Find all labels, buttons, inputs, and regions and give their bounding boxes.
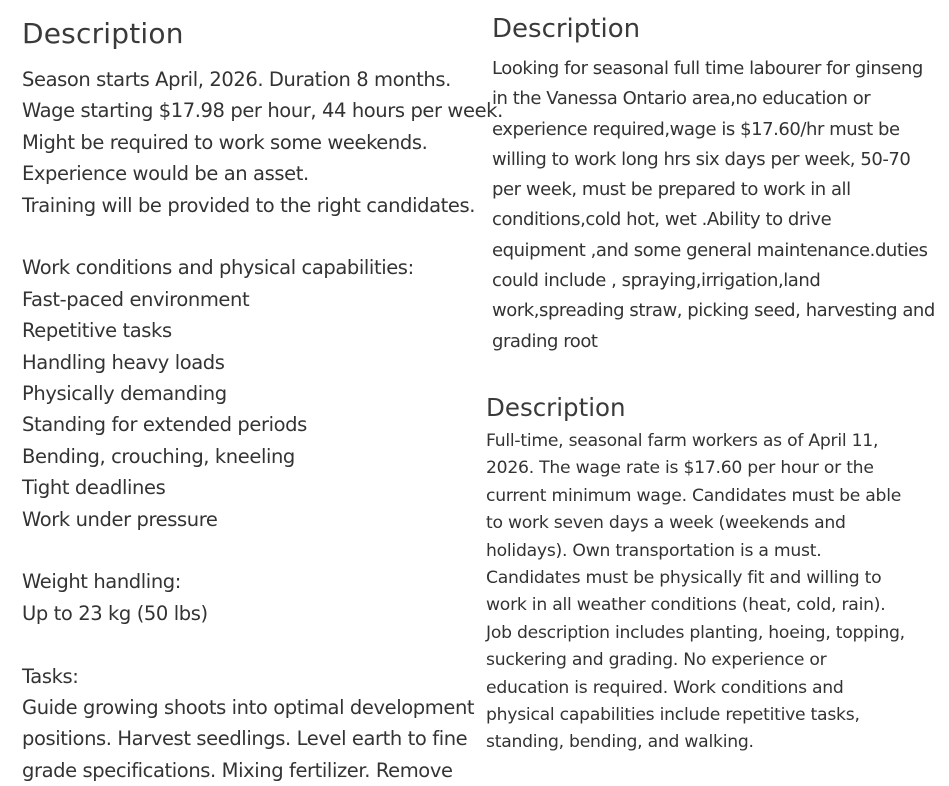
left-line: positions. Harvest seedlings. Level earth to fine — [22, 727, 468, 751]
right-bottom-line: 2026. The wage rate is $17.60 per hour or the — [486, 458, 874, 479]
right-bottom-line: physical capabilities include repetitive tasks, — [486, 705, 860, 726]
left-line: Weight handling: — [22, 570, 181, 594]
left-line: Training will be provided to the right candidates. — [22, 193, 476, 217]
left-line: Wage starting $17.98 per hour, 44 hours per week. — [22, 99, 503, 123]
left-line: Work conditions and physical capabilities: — [22, 256, 414, 280]
right-bottom-line: suckering and grading. No experience or — [486, 650, 827, 671]
right-bottom-line: education is required. Work conditions and — [486, 677, 844, 698]
left-line: Standing for extended periods — [22, 413, 307, 437]
left-line: Work under pressure — [22, 507, 218, 531]
left-line: Experience would be an asset. — [22, 162, 309, 186]
right-bottom-line: Full-time, seasonal farm workers as of April 11, — [486, 431, 879, 451]
paragraph-gap — [22, 535, 472, 566]
left-line: Fast-paced environment — [22, 287, 250, 311]
paragraph-gap — [22, 221, 472, 252]
left-line: Guide growing shoots into optimal development — [22, 696, 475, 720]
left-job-description — [22, 16, 503, 786]
right-bottom-line: holidays). Own transportation is a must. — [486, 540, 822, 561]
right-top-job-description — [492, 12, 937, 357]
right-top-line: in the Vanessa Ontario area,no education or — [492, 88, 871, 110]
left-line: Repetitive tasks — [22, 319, 172, 343]
left-line: Physically demanding — [22, 382, 227, 406]
right-top-line: grading root — [492, 330, 598, 352]
right-top-line: could include , spraying,irrigation,land — [492, 270, 821, 292]
right-bottom-line: work in all weather conditions (heat, cold, rain). — [486, 595, 886, 616]
right-bottom-line: to work seven days a week (weekends and — [486, 513, 846, 534]
right-bottom-line: current minimum wage. Candidates must be able — [486, 485, 902, 506]
left-line: Season starts April, 2026. Duration 8 months. — [22, 68, 451, 91]
paragraph-gap — [22, 629, 472, 660]
right-bottom-line: Job description includes planting, hoeing, topping, — [486, 622, 905, 643]
right-top-line: willing to work long hrs six days per week, 50-70 — [492, 148, 911, 170]
right-top-line: per week, must be prepared to work in all — [492, 179, 851, 201]
left-line: Handling heavy loads — [22, 350, 225, 374]
left-line: Bending, crouching, kneeling — [22, 444, 295, 468]
left-line: Might be required to work some weekends. — [22, 130, 428, 154]
right-bottom-job-description — [486, 392, 941, 757]
right-top-line: experience required,wage is $17.60/hr must be — [492, 118, 900, 140]
right-top-line: conditions,cold hot, wet .Ability to drive — [492, 209, 832, 231]
left-line: Tasks: — [22, 664, 79, 688]
right-bottom-line: standing, bending, and walking. — [486, 732, 754, 753]
right-top-description-heading: Description — [492, 14, 641, 44]
right-bottom-description-heading: Description — [486, 393, 626, 422]
right-bottom-line: Candidates must be physically fit and willing to — [486, 568, 882, 589]
left-description-heading: Description — [22, 17, 184, 50]
right-top-line: equipment ,and some general maintenance.duties — [492, 239, 928, 261]
left-line: Up to 23 kg (50 lbs) — [22, 601, 208, 625]
right-top-line: Looking for seasonal full time labourer for ginseng — [492, 58, 923, 79]
right-top-line: work,spreading straw, picking seed, harvesting and — [492, 300, 935, 322]
left-line: Tight deadlines — [22, 476, 166, 500]
left-line: grade specifications. Mixing fertilizer. Remove — [22, 758, 453, 782]
